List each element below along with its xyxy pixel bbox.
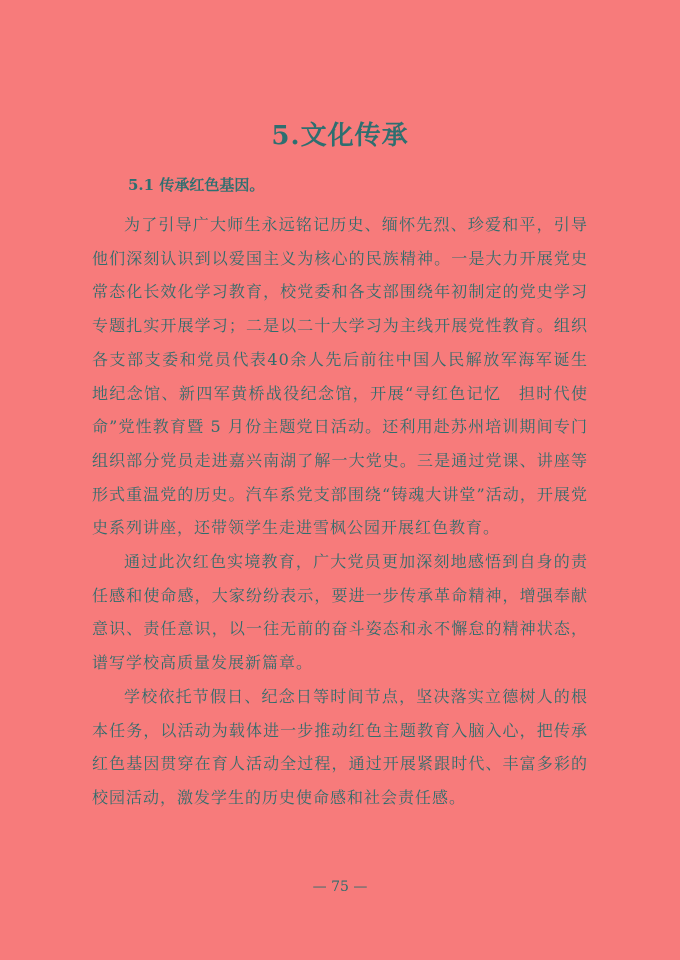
page-title: 5.文化传承 — [271, 121, 409, 151]
paragraph-2: 通过此次红色实境教育，广大党员更加深刻地感悟到自身的责任感和使命感，大家纷纷表示，要进一步传承革命精神，增强奉献意识、责任意识，以一往无前的奋斗姿态和永不懈怠的精神状态，谱写学校高质量发展新篇章。 — [92, 552, 588, 673]
page-number: — 75 — — [312, 879, 368, 895]
section-heading: 5.1 传承红色基因。 — [128, 176, 265, 194]
document-body — [92, 208, 588, 815]
paragraph-1: 为了引导广大师生永远铭记历史、缅怀先烈、珍爱和平，引导他们深刻认识到以爱国主义为核心的民族精神。一是大力开展党史常态化长效化学习教育，校党委和各支部围绕年初制定的党史学习专题扎实开展学习；二是以二十大学习为主线开展党性教育。组织各支部支委和党员代表40余人先后前往中国人民解放军海军诞生地纪念馆、新四军黄桥战役纪念馆，开展“寻红色记忆 担时代使命”党性教育暨 5 月份主题党日活动。还利用赴苏州培训期间专门组织部分党员走进嘉兴南湖了解一大党史。三是通过党课、讲座等形式重温党的历史。汽车系党支部围绕“铸魂大讲堂”活动，开展党史系列讲座，还带领学生走进雪枫公园开展红色教育。 — [92, 215, 588, 538]
paragraph-3: 学校依托节假日、纪念日等时间节点，坚决落实立德树人的根本任务，以活动为载体进一步推动红色主题教育入脑入心，把传承红色基因贯穿在育人活动全过程，通过开展紧跟时代、丰富多彩的校园活动，激发学生的历史使命感和社会责任感。 — [92, 686, 588, 807]
